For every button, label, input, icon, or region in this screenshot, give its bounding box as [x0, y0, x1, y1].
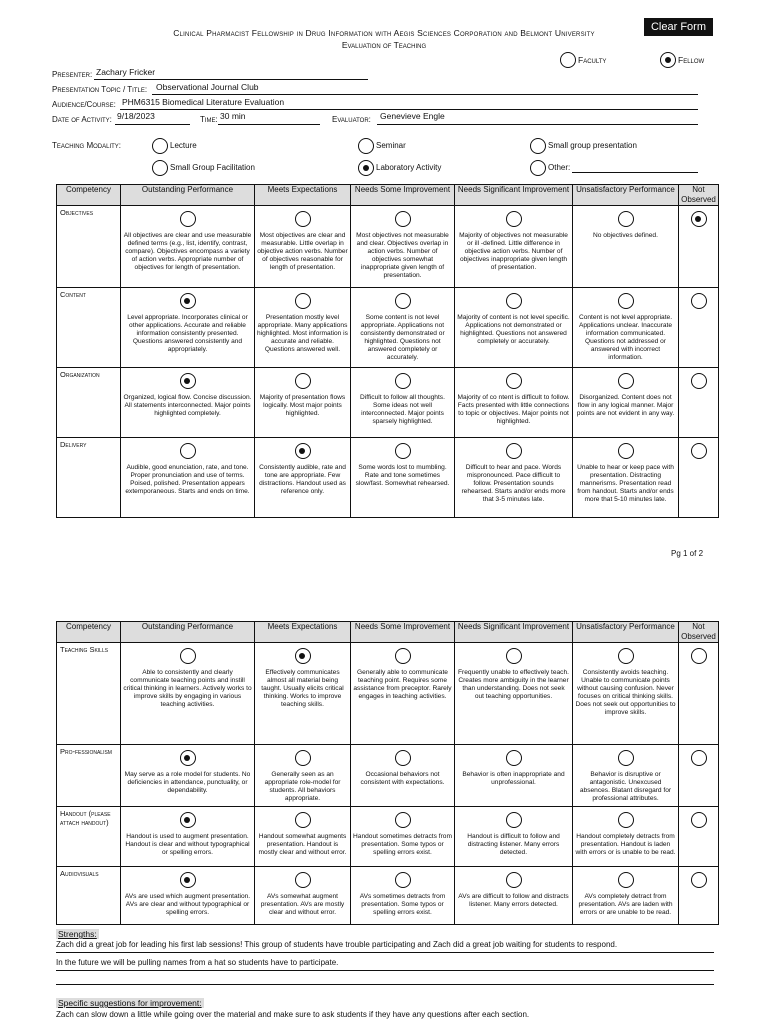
criteria-text: Most objectives not measurable and clear. Objectives overlap in action verbs. Number of objectives somewhat inappropriate given length of presentation. — [356, 232, 449, 279]
rubric-cell — [455, 807, 573, 867]
rubric-cell — [679, 206, 719, 288]
evaluation-table-page1 — [56, 184, 719, 518]
column-header-unsatisfactory-performance: Unsatisfactory Performance — [573, 185, 679, 206]
competency-name: Handout (please attach handout) — [57, 807, 121, 867]
criteria-text: Disorganized. Content does not flow in any logical manner. Major points are not evident in any way. — [576, 394, 675, 417]
lecture-label: Lecture — [170, 141, 197, 150]
rubric-cell — [573, 643, 679, 745]
column-header-competency: Competency — [57, 185, 121, 206]
competency-name: Pro-fessionalism — [57, 745, 121, 807]
criteria-text: Majority of objectives not measurable or ill -defined. Little difference in objective action verbs. Number of objectives inappropriate given length of presentation. — [459, 232, 568, 271]
rubric-cell — [679, 643, 719, 745]
criteria-text: AVs are used which augment presentation. AVs are clear and without typographical or spelling errors. — [124, 893, 251, 916]
criteria-text: Handout sometimes detracts from presentation. Some typos or spelling errors exist. — [353, 833, 452, 856]
criteria-text: Behavior is often inappropriate and unprofessional. — [462, 771, 565, 786]
rubric-cell — [573, 867, 679, 925]
audience-label: Audience/Course: — [52, 100, 116, 109]
criteria-text: Generally able to communicate teaching point. Requires some assistance from preceptor. Rarely engages in teaching activities. — [353, 669, 452, 700]
column-header-needs-some-improvement: Needs Some Improvement — [351, 185, 455, 206]
rubric-row-teaching-skills — [57, 643, 719, 745]
rubric-cell — [455, 643, 573, 745]
rubric-row-organization — [57, 368, 719, 438]
rubric-cell — [351, 206, 455, 288]
rating-radio-unsatisfactory-performance[interactable] — [618, 648, 634, 664]
topic-field[interactable]: Observational Journal Club — [156, 82, 259, 92]
rubric-cell — [255, 745, 351, 807]
faculty-radio[interactable] — [560, 52, 576, 68]
rating-radio-needs-some-improvement[interactable] — [395, 872, 411, 888]
rubric-cell — [351, 867, 455, 925]
rating-radio-outstanding-performance[interactable] — [180, 443, 196, 459]
rubric-cell — [351, 368, 455, 438]
topic-label: Presentation Topic / Title: — [52, 85, 148, 94]
rubric-cell — [255, 206, 351, 288]
rating-radio-outstanding-performance[interactable] — [180, 293, 196, 309]
laboratory-activity-radio[interactable] — [358, 160, 374, 176]
rubric-cell — [121, 368, 255, 438]
evaluation-table-page2 — [56, 621, 719, 925]
criteria-text: Handout somewhat augments presentation. Handout is mostly clear and without error. — [258, 833, 347, 856]
rubric-cell — [573, 438, 679, 518]
small-group-presentation-radio[interactable] — [530, 138, 546, 154]
rubric-cell — [255, 288, 351, 368]
rubric-row-content — [57, 288, 719, 368]
criteria-text: Majority of content is not level specific. Applications not demonstrated or highlighted. Questions not answered completely or accurately. — [457, 314, 570, 345]
rating-radio-needs-some-improvement[interactable] — [395, 812, 411, 828]
rubric-cell — [455, 745, 573, 807]
audience-field[interactable]: PHM6315 Biomedical Literature Evaluation — [122, 97, 285, 107]
competency-name: Organization — [57, 368, 121, 438]
rating-radio-meets-expectations[interactable] — [295, 812, 311, 828]
rubric-cell — [351, 807, 455, 867]
criteria-text: All objectives are clear and use measurable defined terms (e.g., list, identify, contrast, compare). Objectives encompass a variety of action verbs. Appropriate number of objectives for length of presentation. — [123, 232, 252, 271]
other-label: Other: — [548, 163, 571, 172]
rubric-cell — [121, 288, 255, 368]
column-header-outstanding-performance: Outstanding Performance — [121, 622, 255, 643]
rubric-cell — [351, 745, 455, 807]
competency-name: Objectives — [57, 206, 121, 288]
rubric-cell — [255, 643, 351, 745]
rating-radio-outstanding-performance[interactable] — [180, 373, 196, 389]
criteria-text: Difficult to hear and pace. Words mispronounced. Pace difficult to follow. Presentation sounds rehearsed. Starts and/or ends more that 3-5 minutes late. — [461, 464, 566, 503]
rubric-cell — [121, 807, 255, 867]
rating-radio-not-observed[interactable] — [691, 750, 707, 766]
rating-radio-outstanding-performance[interactable] — [180, 211, 196, 227]
rating-radio-outstanding-performance[interactable] — [180, 648, 196, 664]
rating-radio-not-observed[interactable] — [691, 812, 707, 828]
rubric-cell — [121, 438, 255, 518]
column-header-meets-expectations: Meets Expectations — [255, 622, 351, 643]
rubric-cell — [679, 867, 719, 925]
seminar-label: Seminar — [376, 141, 406, 150]
rubric-row-audiovisuals — [57, 867, 719, 925]
criteria-text: AVs sometimes detracts from presentation. Some typos or spelling errors exist. — [359, 893, 446, 916]
criteria-text: Most objectives are clear and measurable. Little overlap in objective action verbs. Number of objectives reasonable for length of presentation. — [257, 232, 348, 271]
criteria-text: AVs completely detract from presentation. AVs are laden with errors or are unable to be read. — [578, 893, 673, 916]
laboratory-activity-label: Laboratory Activity — [376, 163, 442, 172]
rubric-cell — [455, 206, 573, 288]
evaluator-field[interactable]: Genevieve Engle — [380, 111, 445, 121]
rating-radio-needs-significant-improvement[interactable] — [506, 373, 522, 389]
rating-radio-needs-some-improvement[interactable] — [395, 648, 411, 664]
rubric-cell — [679, 438, 719, 518]
rubric-row-handout-please-attach-handout — [57, 807, 719, 867]
criteria-text: Audible, good enunciation, rate, and tone. Proper pronunciation and use of terms. Poised, polished. Presentation appears extemporaneous. Starts and ends on time. — [125, 464, 250, 495]
rubric-cell — [121, 643, 255, 745]
small-group-presentation-label: Small group presentation — [548, 141, 637, 150]
competency-name: Audiovisuals — [57, 867, 121, 925]
rating-radio-not-observed[interactable] — [691, 443, 707, 459]
rating-radio-outstanding-performance[interactable] — [180, 872, 196, 888]
criteria-text: Consistently audible, rate and tone are appropriate. Few distractions. Handout used as reference only. — [259, 464, 346, 495]
strengths-line-2[interactable]: In the future we will be pulling names from a hat so students have to participate. — [56, 958, 339, 967]
rating-radio-needs-some-improvement[interactable] — [395, 750, 411, 766]
criteria-text: Handout is used to augment presentation. Handout is clear and without typographical or spelling errors. — [125, 833, 250, 856]
column-header-needs-significant-improvement: Needs Significant Improvement — [455, 185, 573, 206]
rating-radio-unsatisfactory-performance[interactable] — [618, 812, 634, 828]
rating-radio-not-observed[interactable] — [691, 211, 707, 227]
rubric-cell — [573, 288, 679, 368]
rating-radio-not-observed[interactable] — [691, 648, 707, 664]
rating-radio-unsatisfactory-performance[interactable] — [618, 293, 634, 309]
rating-radio-needs-significant-improvement[interactable] — [506, 812, 522, 828]
evaluator-label: Evaluator: — [332, 115, 371, 124]
rating-radio-meets-expectations[interactable] — [295, 872, 311, 888]
rubric-cell — [573, 206, 679, 288]
criteria-text: Frequently unable to effectively teach. Creates more ambiguity in the learner than understanding. Does not seek out teaching opportunities. — [458, 669, 569, 700]
rating-radio-needs-significant-improvement[interactable] — [506, 293, 522, 309]
criteria-text: Unable to hear or keep pace with presentation. Distracting mannerisms. Presentation read from handout. Starts and/or ends more that 5-10 minutes late. — [577, 464, 674, 503]
rubric-cell — [455, 288, 573, 368]
criteria-text: AVs are difficult to follow and distracts listener. Many errors detected. — [458, 893, 569, 908]
date-label: Date of Activity: — [52, 115, 112, 124]
rubric-cell — [679, 288, 719, 368]
criteria-text: Presentation mostly level appropriate. Many applications highlighted. Most information is accurate and reliable. Questions answered well. — [257, 314, 348, 353]
criteria-text: Handout completely detracts from presentation. Handout is laden with errors or is unable to be read. — [575, 833, 676, 856]
rating-radio-needs-some-improvement[interactable] — [395, 211, 411, 227]
rubric-cell — [679, 745, 719, 807]
rating-radio-not-observed[interactable] — [691, 872, 707, 888]
column-header-not-observed: Not Observed — [679, 185, 719, 206]
rating-radio-unsatisfactory-performance[interactable] — [618, 872, 634, 888]
column-header-not-observed: Not Observed — [679, 622, 719, 643]
rating-radio-meets-expectations[interactable] — [295, 648, 311, 664]
rubric-cell — [455, 438, 573, 518]
criteria-text: Behavior is disruptive or antagonistic. Unexcused absences. Blatant disregard for professional attributes. — [579, 771, 672, 802]
column-header-meets-expectations: Meets Expectations — [255, 185, 351, 206]
rating-radio-needs-some-improvement[interactable] — [395, 443, 411, 459]
other-field[interactable] — [572, 172, 698, 173]
criteria-text: Able to consistently and clearly communicate teaching points and instill critical thinking in learners. Actively works to improve skills by engaging in various teaching activities. — [123, 669, 252, 708]
criteria-text: Level appropriate. Incorporates clinical or other applications. Accurate and reliable information consistently presented. Questions answered consistently and appropriately. — [127, 314, 248, 353]
rubric-cell — [351, 438, 455, 518]
criteria-text: Some words lost to mumbling. Rate and tone sometimes slow/fast. Somewhat rehearsed. — [355, 464, 450, 487]
competency-name: Delivery — [57, 438, 121, 518]
rubric-cell — [351, 288, 455, 368]
rating-radio-unsatisfactory-performance[interactable] — [618, 373, 634, 389]
rubric-cell — [679, 807, 719, 867]
criteria-text: Some content is not level appropriate. Applications not consistently demonstrated or highlighted. Questions not answered completely or accurately. — [360, 314, 445, 361]
criteria-text: Effectively communicates almost all material being taught. Usually elicits critical thinking. Works to improve teaching skills. — [261, 669, 344, 708]
faculty-label: Faculty — [578, 55, 607, 65]
rubric-cell — [255, 438, 351, 518]
other-radio[interactable] — [530, 160, 546, 176]
rating-radio-unsatisfactory-performance[interactable] — [618, 443, 634, 459]
criteria-text: Consistently avoids teaching. Unable to communicate points without causing confusion. Never focuses on critical thinking skills. Does not seek out opportunities to improve skills. — [575, 669, 676, 716]
competency-name: Content — [57, 288, 121, 368]
rubric-cell — [255, 807, 351, 867]
rating-radio-needs-significant-improvement[interactable] — [506, 872, 522, 888]
form-subtitle: Evaluation of Teaching — [341, 40, 427, 50]
rating-radio-needs-significant-improvement[interactable] — [506, 443, 522, 459]
rating-radio-meets-expectations[interactable] — [295, 293, 311, 309]
column-header-outstanding-performance: Outstanding Performance — [121, 185, 255, 206]
column-header-needs-some-improvement: Needs Some Improvement — [351, 622, 455, 643]
teaching-modality-label: Teaching Modality: — [52, 141, 122, 150]
rating-radio-meets-expectations[interactable] — [295, 373, 311, 389]
page-number: Pg 1 of 2 — [671, 549, 704, 558]
suggestions-line-1[interactable]: Zach can slow down a little while going over the material and make sure to ask students if they have any questions after each section. — [56, 1010, 530, 1019]
rubric-cell — [121, 206, 255, 288]
presenter-field[interactable]: Zachary Fricker — [96, 67, 156, 77]
criteria-text: Generally seen as an appropriate role-model for students. All behaviors appropriate. — [264, 771, 341, 802]
small-group-facilitation-label: Small Group Facilitation — [170, 163, 255, 172]
rating-radio-not-observed[interactable] — [691, 293, 707, 309]
rating-radio-needs-some-improvement[interactable] — [395, 293, 411, 309]
rating-radio-not-observed[interactable] — [691, 373, 707, 389]
criteria-text: Handout is difficult to follow and distracting listener. Many errors detected. — [467, 833, 560, 856]
date-field[interactable]: 9/18/2023 — [117, 111, 155, 121]
criteria-text: Majority of presentation flows logically. Most major points highlighted. — [259, 394, 346, 417]
rating-radio-needs-significant-improvement[interactable] — [506, 211, 522, 227]
criteria-text: AVs somewhat augment presentation. AVs are mostly clear and without error. — [260, 893, 345, 916]
rubric-cell — [255, 867, 351, 925]
rubric-cell — [679, 368, 719, 438]
strengths-line-1[interactable]: Zach did a great job for leading his first lab sessions! This group of students have trouble participating and Zach did a great job waiting for students to respond. — [56, 940, 618, 949]
rubric-cell — [351, 643, 455, 745]
time-label: Time: — [200, 115, 218, 124]
rating-radio-outstanding-performance[interactable] — [180, 812, 196, 828]
rating-radio-unsatisfactory-performance[interactable] — [618, 750, 634, 766]
suggestions-title: Specific suggestions for improvement: — [58, 998, 202, 1008]
criteria-text: Organized, logical flow. Concise discussion. All statements interconnected. Major points highlighted completely. — [123, 394, 252, 417]
rating-radio-needs-some-improvement[interactable] — [395, 373, 411, 389]
clear-form-button[interactable]: Clear Form — [644, 18, 713, 36]
rubric-cell — [121, 867, 255, 925]
presenter-label: Presenter: — [52, 70, 93, 79]
rubric-cell — [455, 867, 573, 925]
seminar-radio[interactable] — [358, 138, 374, 154]
rubric-cell — [455, 368, 573, 438]
rubric-row-pro-fessionalism — [57, 745, 719, 807]
rubric-row-objectives — [57, 206, 719, 288]
rating-radio-meets-expectations[interactable] — [295, 443, 311, 459]
criteria-text: Majority of co ntent is difficult to follow. Facts presented with little connections to topic or objectives. Major points not highlighted. — [457, 394, 570, 425]
criteria-text: Content is not level appropriate. Applications unclear. Inaccurate information communicated. Questions not addressed or answered with incorrect information. — [578, 314, 673, 361]
rating-radio-unsatisfactory-performance[interactable] — [618, 211, 634, 227]
rubric-cell — [573, 745, 679, 807]
competency-name: Teaching Skills — [57, 643, 121, 745]
fellow-label: Fellow — [678, 55, 705, 65]
rating-radio-meets-expectations[interactable] — [295, 750, 311, 766]
rubric-cell — [573, 368, 679, 438]
rating-radio-outstanding-performance[interactable] — [180, 750, 196, 766]
criteria-text: No objectives defined. — [593, 232, 658, 239]
criteria-text: Occasional behaviors not consistent with expectations. — [360, 771, 445, 786]
criteria-text: May serve as a role model for students. No deficiencies in attendance, punctuality, or dependability. — [124, 771, 251, 794]
rating-radio-needs-significant-improvement[interactable] — [506, 750, 522, 766]
strengths-title: Strengths: — [58, 929, 97, 939]
rubric-cell — [121, 745, 255, 807]
criteria-text: Difficult to follow all thoughts. Some ideas not well interconnected. Major points sparsely highlighted. — [360, 394, 445, 425]
rubric-row-delivery — [57, 438, 719, 518]
column-header-competency: Competency — [57, 622, 121, 643]
lecture-radio[interactable] — [152, 138, 168, 154]
rating-radio-needs-significant-improvement[interactable] — [506, 648, 522, 664]
small-group-facilitation-radio[interactable] — [152, 160, 168, 176]
rubric-cell — [573, 807, 679, 867]
rubric-cell — [255, 368, 351, 438]
fellow-radio[interactable] — [660, 52, 676, 68]
rating-radio-meets-expectations[interactable] — [295, 211, 311, 227]
form-title: Clinical Pharmacist Fellowship in Drug Information with Aegis Sciences Corporation and Belmont University — [173, 28, 595, 38]
time-field[interactable]: 30 min — [220, 111, 246, 121]
column-header-unsatisfactory-performance: Unsatisfactory Performance — [573, 622, 679, 643]
column-header-needs-significant-improvement: Needs Significant Improvement — [455, 622, 573, 643]
